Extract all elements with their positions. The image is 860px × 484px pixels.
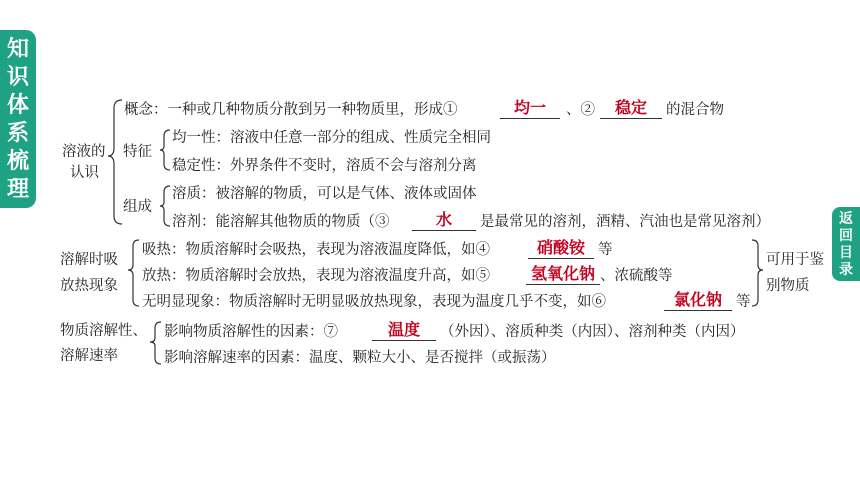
answer-6: 氯化钠 xyxy=(664,290,732,311)
tab-char: 系 xyxy=(6,121,29,146)
section2-label: 放热现象 xyxy=(60,278,118,294)
answer-5: 氢氧化钠 xyxy=(526,264,600,285)
identify-use-text: 可用于鉴 xyxy=(766,252,824,268)
tab-char: 体 xyxy=(6,93,29,118)
section3-label: 物质溶解性、 xyxy=(60,323,147,339)
section1-label: 溶液的 xyxy=(62,144,106,160)
concept-prefix: 概念：一种或几种物质分散到另一种物质里，形成① xyxy=(124,102,458,118)
section3-label: 溶解速率 xyxy=(60,348,118,364)
tab-char: 知 xyxy=(6,37,29,62)
answer-1: 均一 xyxy=(500,98,560,119)
section1-label: 认识 xyxy=(70,165,99,181)
solvent-suffix: 是最常见的溶剂，酒精、汽油也是常见溶剂） xyxy=(480,214,770,230)
dissolution-rate-factors: 影响溶解速率的因素：温度、颗粒大小、是否搅拌（或振荡） xyxy=(164,350,556,366)
answer-4: 硝酸铵 xyxy=(528,238,594,259)
heat-absorb-prefix: 吸热：物质溶解时会吸热，表现为溶液温度降低，如④ xyxy=(142,242,490,258)
solubility-factors-prefix: 影响物质溶解性的因素：⑦ xyxy=(164,324,338,340)
feature-uniformity: 均一性：溶液中任意一部分的组成、性质完全相同 xyxy=(172,130,491,146)
feature-stability: 稳定性：外界条件不变时，溶质不会与溶剂分离 xyxy=(172,158,477,174)
features-label: 特征 xyxy=(123,144,152,160)
identify-use-text: 别物质 xyxy=(766,278,810,294)
return-char: 回 xyxy=(839,228,853,244)
section2-brace xyxy=(128,240,139,306)
section3-brace xyxy=(150,322,161,364)
heat-release-prefix: 放热：物质溶解时会放热，表现为溶液温度升高，如⑤ xyxy=(142,268,490,284)
solute-definition: 溶质：被溶解的物质，可以是气体、液体或固体 xyxy=(172,186,477,202)
no-change-prefix: 无明显现象：物质溶解时无明显吸放热现象，表现为温度几乎不变，如⑥ xyxy=(142,294,606,310)
answer-3: 水 xyxy=(412,210,476,231)
concept-sep: 、② xyxy=(566,102,595,118)
heat-absorb-suffix: 等 xyxy=(598,242,613,258)
answer-7: 温度 xyxy=(372,320,436,341)
solubility-factors-suffix: （外因）、溶质种类（内因）、溶剂种类（内因） xyxy=(440,324,745,340)
concept-suffix: 的混合物 xyxy=(666,102,724,118)
return-char: 目 xyxy=(839,245,853,261)
composition-brace xyxy=(160,186,170,226)
section1-brace xyxy=(108,100,122,224)
no-change-suffix: 等 xyxy=(736,294,751,310)
section2-right-brace xyxy=(752,240,763,306)
composition-label: 组成 xyxy=(123,199,152,215)
tab-char: 理 xyxy=(6,177,29,202)
features-brace xyxy=(160,130,170,170)
solvent-prefix: 溶剂：能溶解其他物质的物质（③ xyxy=(172,214,390,230)
return-char: 录 xyxy=(839,262,853,278)
tab-char: 识 xyxy=(6,65,29,90)
tab-char: 梳 xyxy=(6,149,29,174)
section2-label: 溶解时吸 xyxy=(60,252,118,268)
return-char: 返 xyxy=(839,211,853,227)
heat-release-suffix: 、浓硫酸等 xyxy=(600,268,673,284)
answer-2: 稳定 xyxy=(600,98,662,119)
